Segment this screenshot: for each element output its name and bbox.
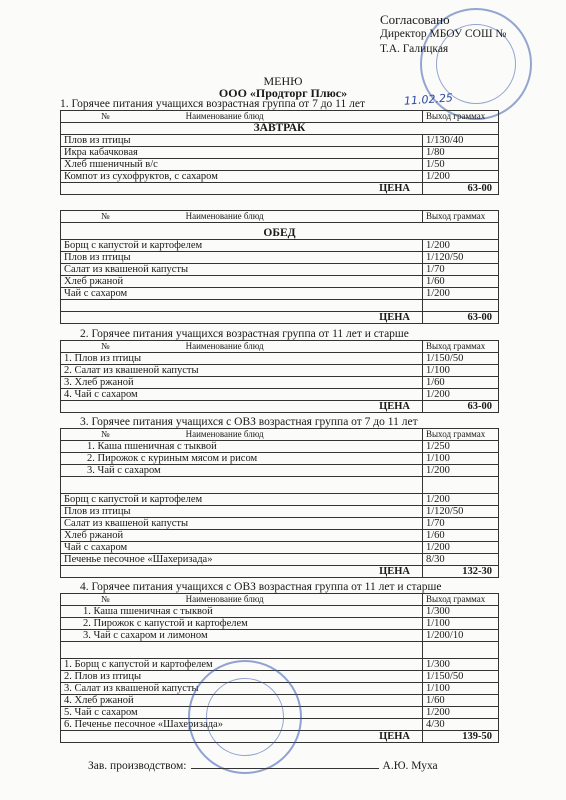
approval-name: Т.А. Галицкая — [380, 43, 449, 55]
price-row: ЦЕНА 139-50 — [61, 731, 499, 743]
approval-agreed: Согласовано — [380, 12, 450, 27]
table-row: Хлеб ржаной 1/60 — [61, 530, 499, 542]
section-title-3: 3. Горячее питания учащихся с ОВЗ возрастная группа от 7 до 11 лет — [80, 416, 418, 428]
col-num: № — [101, 211, 110, 221]
price-row: ЦЕНА 63-00 — [61, 312, 499, 324]
table-row: 2. Пирожок с куриным мясом и рисом 1/100 — [61, 453, 499, 465]
table-header — [61, 594, 499, 606]
col-num: № — [101, 429, 110, 439]
price-value: 63-00 — [423, 183, 499, 195]
footer-signature — [88, 760, 438, 772]
col-yield: Выход граммах — [423, 211, 499, 223]
table-row: Борщ с капустой и картофелем 1/200 — [61, 494, 499, 506]
price-value: 139-50 — [423, 731, 499, 743]
table-row: 1. Борщ с капустой и картофелем 1/300 — [61, 659, 499, 671]
col-yield: Выход граммах — [423, 429, 499, 441]
footer-label: Зав. производством: — [88, 760, 187, 772]
col-name: Наименование блюд — [185, 594, 264, 604]
table-header — [61, 341, 499, 353]
breakfast-table — [60, 110, 499, 195]
page-title: МЕНЮ — [263, 74, 303, 88]
col-yield: Выход граммах — [423, 111, 499, 123]
col-num: № — [101, 111, 110, 121]
col-name: Наименование блюд — [185, 429, 264, 439]
lunch-table — [60, 210, 499, 324]
section-title-4: 4. Горячее питания учащихся с ОВЗ возрастная группа от 11 лет и старше — [80, 581, 442, 593]
col-yield: Выход граммах — [423, 594, 499, 606]
section-title-2: 2. Горячее питания учащихся возрастная группа от 11 лет и старше — [80, 328, 409, 340]
table-row: Хлеб пшеничный в/с 1/50 — [61, 159, 499, 171]
table-row: 1. Каша пшеничная с тыквой 1/250 — [61, 441, 499, 453]
price-row: ЦЕНА 132-30 — [61, 566, 499, 578]
table-row: Компот из сухофруктов, с сахаром 1/200 — [61, 171, 499, 183]
table-row: 3. Хлеб ржаной 1/60 — [61, 377, 499, 389]
table-row: 3. Чай с сахаром и лимоном 1/200/10 — [61, 630, 499, 642]
footer-name: А.Ю. Муха — [382, 760, 438, 772]
price-value: 63-00 — [423, 312, 499, 324]
col-name: Наименование блюд — [185, 211, 264, 221]
table-row: 6. Печенье песочное «Шахеризада» 4/30 — [61, 719, 499, 731]
table-row: Салат из квашеной капусты 1/70 — [61, 518, 499, 530]
col-yield: Выход граммах — [423, 341, 499, 353]
table-row: 2. Пирожок с капустой и картофелем 1/100 — [61, 618, 499, 630]
section-title-1: 1. Горячее питания учащихся возрастная группа от 7 до 11 лет — [60, 98, 366, 110]
table-row: 4. Хлеб ржаной 1/60 — [61, 695, 499, 707]
table-row: Икра кабачковая 1/80 — [61, 147, 499, 159]
table-header — [61, 429, 499, 441]
table-row: Хлеб ржаной 1/60 — [61, 276, 499, 288]
table-row: Плов из птицы 1/120/50 — [61, 506, 499, 518]
col-num: № — [101, 594, 110, 604]
table-row: Плов из птицы 1/130/40 — [61, 135, 499, 147]
table-row: Салат из квашеной капусты 1/70 — [61, 264, 499, 276]
price-value: 132-30 — [423, 566, 499, 578]
price-row: ЦЕНА 63-00 — [61, 401, 499, 413]
table-row: 3. Салат из квашеной капусты 1/100 — [61, 683, 499, 695]
group3-table — [60, 428, 499, 578]
table-row: 4. Чай с сахаром 1/200 — [61, 389, 499, 401]
col-num: № — [101, 341, 110, 351]
table-row: Чай с сахаром 1/200 — [61, 288, 499, 300]
table-row: Печенье песочное «Шахеризада» 8/30 — [61, 554, 499, 566]
approval-position: Директор МБОУ СОШ № — [380, 28, 507, 40]
table-header — [61, 211, 499, 223]
table-row: Чай с сахаром 1/200 — [61, 542, 499, 554]
col-name: Наименование блюд — [185, 111, 264, 121]
price-row: ЦЕНА 63-00 — [61, 183, 499, 195]
table-row: Плов из птицы 1/120/50 — [61, 252, 499, 264]
table-row: 5. Чай с сахаром 1/200 — [61, 707, 499, 719]
handwritten-date: 11.02.25 — [403, 91, 454, 108]
table-row: 1. Плов из птицы 1/150/50 — [61, 353, 499, 365]
table-row: Борщ с капустой и картофелем 1/200 — [61, 240, 499, 252]
table-row: 2. Салат из квашеной капусты 1/100 — [61, 365, 499, 377]
col-name: Наименование блюд — [185, 341, 264, 351]
table-row: 1. Каша пшеничная с тыквой 1/300 — [61, 606, 499, 618]
meal-label-lunch: ОБЕД — [61, 228, 499, 240]
group2-table — [60, 340, 499, 413]
table-row: 2. Плов из птицы 1/150/50 — [61, 671, 499, 683]
table-header — [61, 111, 499, 123]
organization-stamp — [188, 660, 302, 774]
organization-name: ООО «Продторг Плюс» — [218, 86, 348, 100]
meal-label-breakfast: ЗАВТРАК — [61, 123, 499, 135]
signature-line — [191, 768, 379, 769]
table-row: 3. Чай с сахаром 1/200 — [61, 465, 499, 477]
approval-block — [380, 12, 506, 57]
price-value: 63-00 — [423, 401, 499, 413]
